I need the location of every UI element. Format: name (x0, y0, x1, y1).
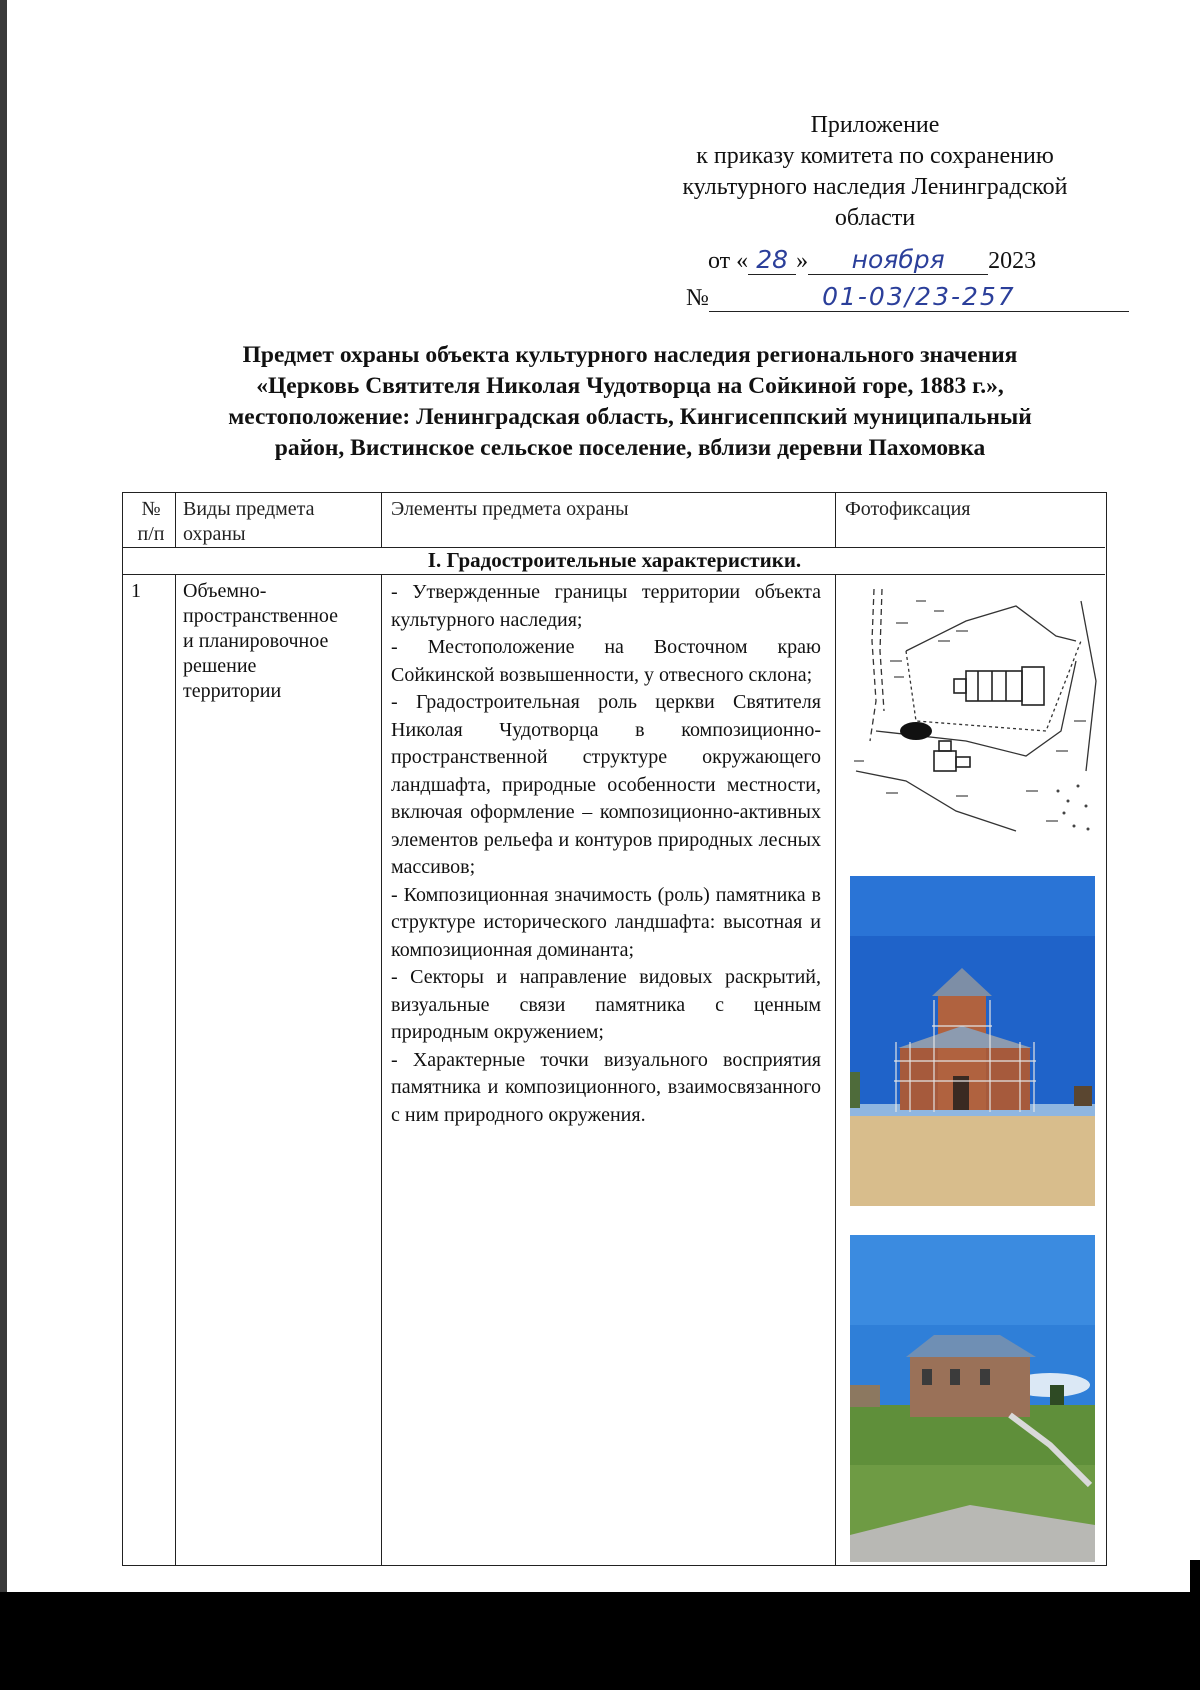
element-item: - Градостроительная роль церкви Святителя Николая Чудотворца в композиционно-пространственной структуре окружающего ландшафта, природные особенности местности, включая оформление – композиционно-активных элементов рельефа и контуров природных лесных массивов; (391, 691, 821, 878)
date-year: 2023 (988, 248, 1037, 274)
church-photo-front (850, 876, 1095, 1206)
appendix-line: к приказу комитета по сохранению (696, 143, 1054, 169)
table-divider (175, 575, 176, 1565)
header-kind (183, 497, 378, 547)
element-item: - Секторы и направление видовых раскрытий, визуальные связи памятника с ценным природным окружением; (391, 966, 821, 1043)
order-number (686, 282, 1129, 312)
header-kind-line: Виды предмета (183, 498, 315, 520)
date-month: ноября (808, 245, 988, 275)
date-prefix: от « (708, 248, 749, 274)
date-day: 28 (748, 245, 796, 275)
scan-border (0, 1592, 1200, 1690)
appendix-line: Приложение (810, 112, 940, 138)
table-divider (835, 493, 836, 547)
appendix-line: культурного наследия Ленинградской (682, 174, 1068, 200)
protection-table (122, 492, 1107, 1566)
date-mid: » (796, 248, 809, 274)
header-number-line: № (141, 498, 161, 520)
title-line: Предмет охраны объекта культурного наследия регионального значения (242, 342, 1018, 368)
number-prefix: № (686, 285, 709, 311)
table-divider (381, 493, 382, 547)
order-date (708, 245, 1036, 275)
row-kind-line: территории (183, 680, 282, 702)
table-divider (835, 575, 836, 1565)
element-item: - Утвержденные границы территории объекта культурного наследия; (391, 581, 821, 631)
table-divider (123, 574, 1105, 575)
row-kind-line: пространственное (183, 605, 338, 627)
section-title: I. Градостроительные характеристики. (427, 548, 802, 572)
row-kind-line: решение (183, 655, 257, 677)
row-kind-line: и планировочное (183, 630, 329, 652)
row-kind (183, 579, 378, 704)
header-number (129, 497, 173, 547)
document-title (130, 340, 1130, 464)
element-item: - Местоположение на Восточном краю Сойкинской возвышенности, у отвесного склона; (391, 636, 821, 686)
header-number-line: п/п (137, 523, 165, 545)
row-kind-line: Объемно- (183, 580, 267, 602)
header-photo: Фотофиксация (845, 498, 971, 520)
row-number: 1 (131, 580, 141, 602)
title-line: местоположение: Ленинградская область, Кингисеппский муниципальный (228, 404, 1032, 430)
element-item: - Композиционная значимость (роль) памятника в структуре исторического ландшафта: высотная и композиционная доминанта; (391, 883, 821, 961)
header-elements: Элементы предмета охраны (391, 498, 629, 520)
title-line: район, Вистинское сельское поселение, вблизи деревни Пахомовка (274, 435, 986, 461)
table-divider (175, 493, 176, 547)
appendix-block (640, 110, 1110, 234)
elements-list (391, 579, 821, 1129)
table-divider (381, 575, 382, 1565)
appendix-line: области (834, 205, 916, 231)
number-value: 01-03/23-257 (709, 282, 1129, 312)
church-photo-hill (850, 1235, 1095, 1562)
element-item: - Характерные точки визуального восприятия памятника и композиционного, взаимосвязанного с ним природного окружения. (391, 1048, 821, 1126)
header-kind-line: охраны (183, 523, 246, 545)
title-line: «Церковь Святителя Николая Чудотворца на Сойкиной горе, 1883 г.», (256, 373, 1004, 399)
site-plan-image (846, 581, 1101, 841)
scan-edge (0, 0, 7, 1690)
